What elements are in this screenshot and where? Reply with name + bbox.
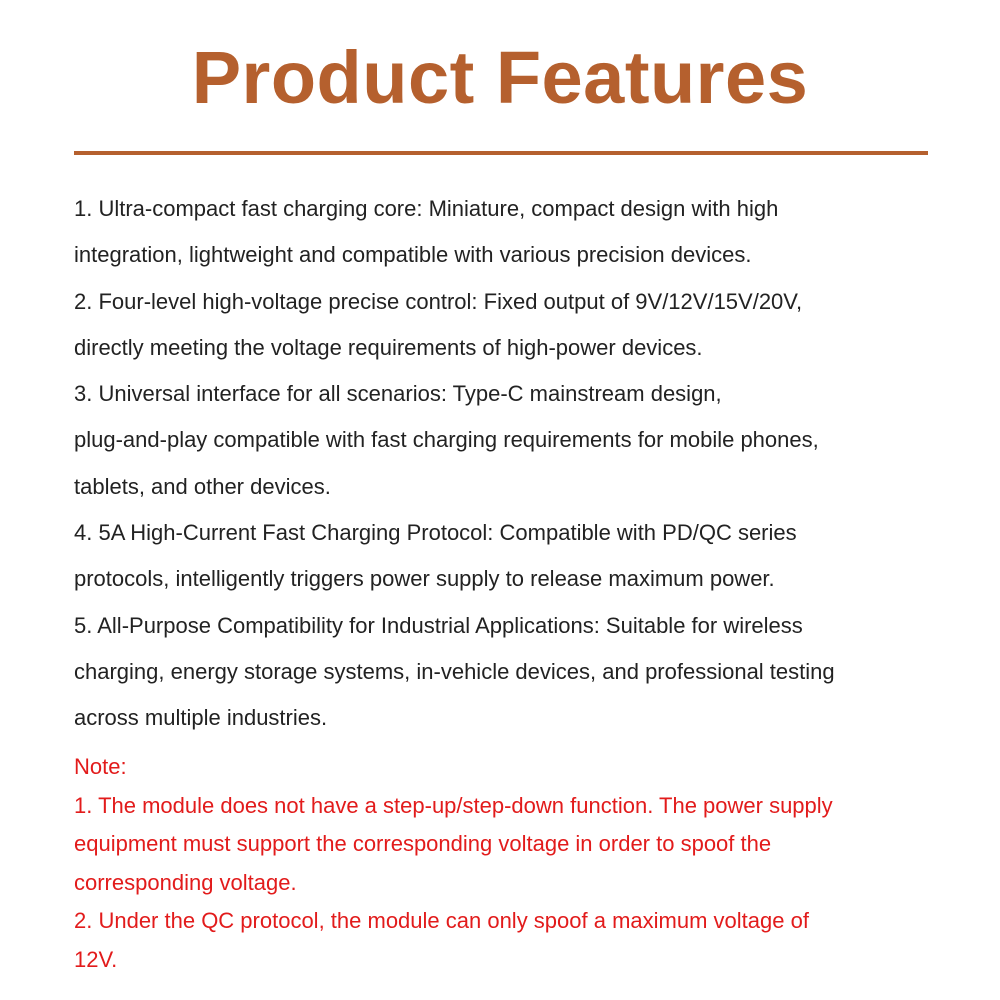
feature-line: 2. Four-level high-voltage precise control: Fixed output of 9V/12V/15V/20V, xyxy=(74,288,803,314)
feature-line: 5. All-Purpose Compatibility for Industrial Applications: Suitable for wireless xyxy=(74,612,803,638)
feature-line: 1. Ultra-compact fast charging core: Miniature, compact design with high xyxy=(74,196,779,221)
feature-list xyxy=(74,186,944,742)
feature-line: across multiple industries. xyxy=(74,705,328,731)
feature-line: 4. 5A High-Current Fast Charging Protocol: Compatible with PD/QC series xyxy=(74,520,797,546)
feature-line: plug-and-play compatible with fast charging requirements for mobile phones, xyxy=(74,427,819,453)
feature-line: directly meeting the voltage requirements of high-power devices. xyxy=(74,334,703,360)
note-section xyxy=(74,748,944,980)
note-heading: Note: xyxy=(74,754,127,779)
feature-line: tablets, and other devices. xyxy=(74,473,331,499)
note-line: corresponding voltage. xyxy=(74,869,297,895)
feature-line: protocols, intelligently triggers power supply to release maximum power. xyxy=(74,566,775,592)
title-divider xyxy=(74,151,928,155)
note-line: 1. The module does not have a step-up/step-down function. The power supply xyxy=(74,792,833,818)
feature-line: 3. Universal interface for all scenarios: Type-C mainstream design, xyxy=(74,381,722,407)
page-title: Product Features xyxy=(191,36,809,119)
feature-line: integration, lightweight and compatible with various precision devices. xyxy=(74,242,752,268)
note-line: 2. Under the QC protocol, the module can only spoof a maximum voltage of xyxy=(74,908,809,934)
feature-line: charging, energy storage systems, in-vehicle devices, and professional testing xyxy=(74,658,835,684)
note-line: 12V. xyxy=(74,946,118,972)
note-line: equipment must support the corresponding voltage in order to spoof the xyxy=(74,831,772,857)
